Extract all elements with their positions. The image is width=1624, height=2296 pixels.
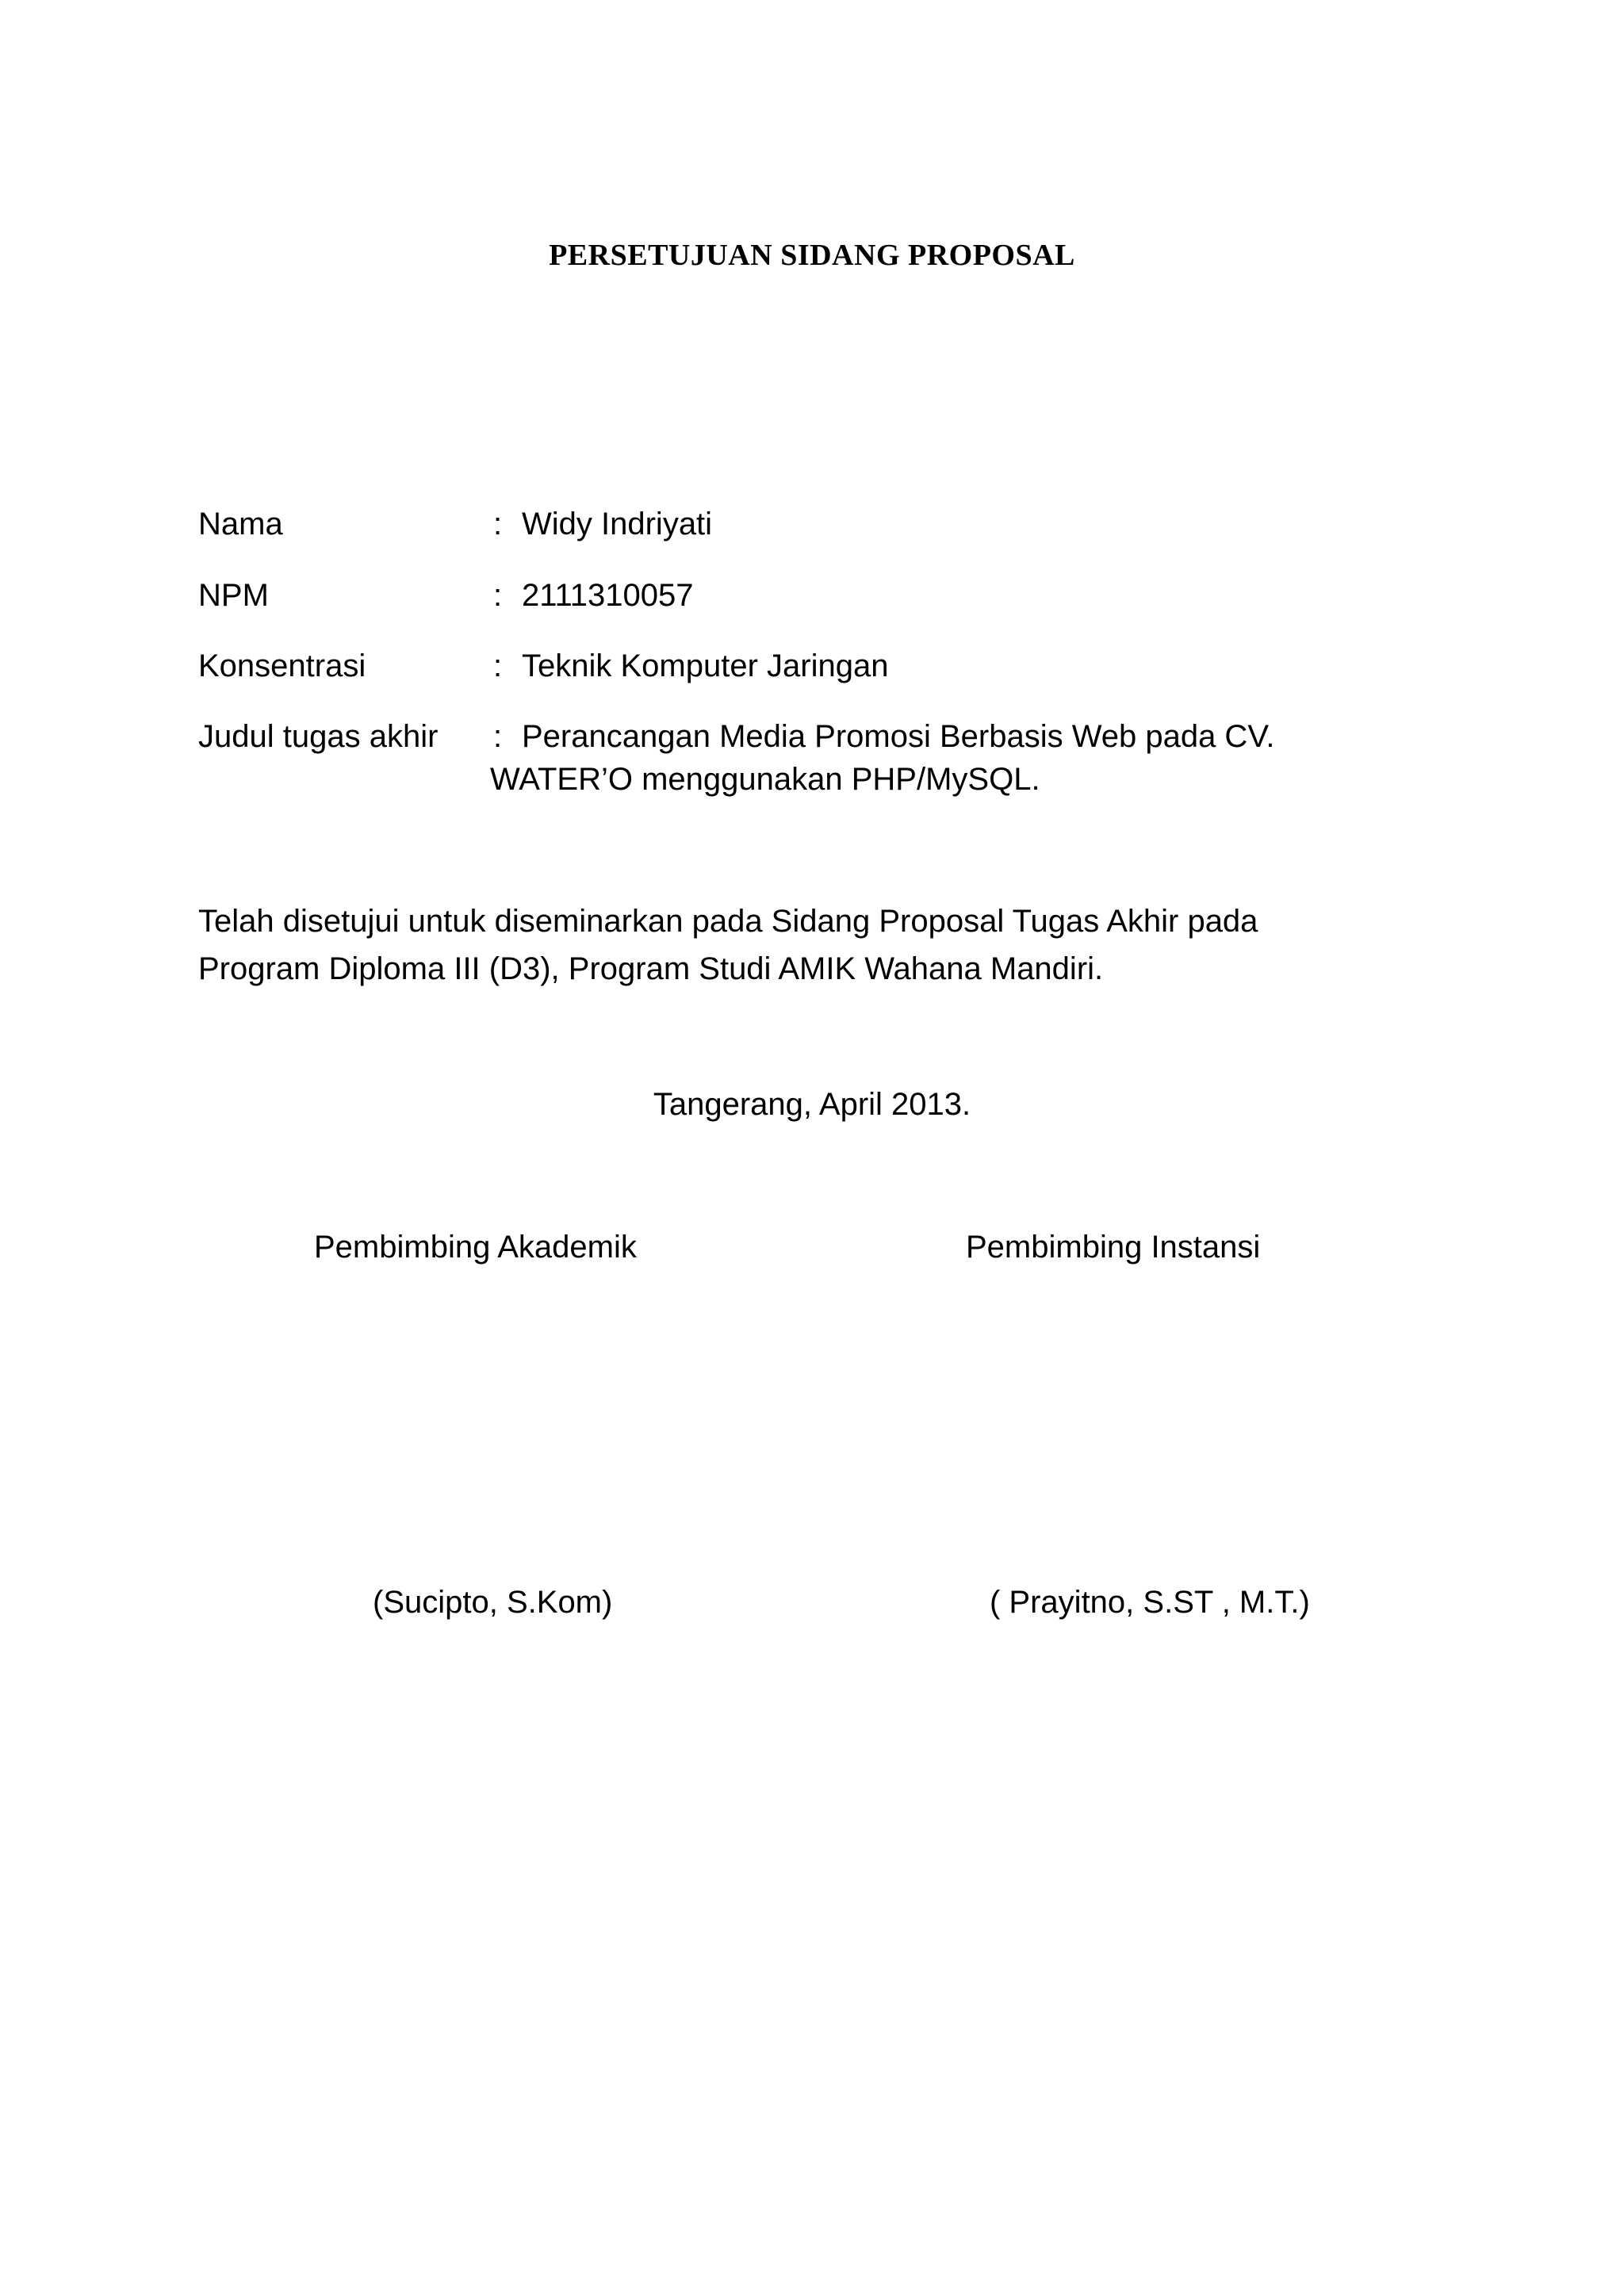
field-label-judul: Judul tugas akhir bbox=[198, 719, 439, 754]
signatory-left-name: (Sucipto, S.Kom) bbox=[373, 1585, 613, 1620]
field-colon: : bbox=[493, 578, 503, 613]
field-label-npm: NPM bbox=[198, 578, 269, 613]
signatory-left-role: Pembimbing Akademik bbox=[314, 1230, 637, 1265]
approval-paragraph bbox=[198, 897, 1258, 993]
approval-line-2: Program Diploma III (D3), Program Studi AMIK Wahana Mandiri. bbox=[198, 951, 1104, 986]
field-value-judul-line2: WATER’O menggunakan PHP/MySQL. bbox=[490, 762, 1040, 797]
field-colon: : bbox=[493, 719, 503, 754]
signatory-right-name: ( Prayitno, S.ST , M.T.) bbox=[990, 1585, 1310, 1620]
page-title: PERSETUJUAN SIDANG PROPOSAL bbox=[549, 239, 1075, 272]
signatory-right-role: Pembimbing Instansi bbox=[966, 1230, 1261, 1265]
field-value-npm: 2111310057 bbox=[522, 578, 694, 613]
field-colon: : bbox=[493, 507, 503, 541]
field-value-nama: Widy Indriyati bbox=[522, 507, 713, 541]
field-label-konsentrasi: Konsentrasi bbox=[198, 649, 366, 683]
field-label-nama: Nama bbox=[198, 507, 283, 541]
field-value-konsentrasi: Teknik Komputer Jaringan bbox=[522, 649, 889, 683]
field-value-judul: Perancangan Media Promosi Berbasis Web pada CV. bbox=[522, 719, 1275, 754]
place-date: Tangerang, April 2013. bbox=[653, 1087, 971, 1122]
approval-line-1: Telah disetujui untuk diseminarkan pada Sidang Proposal Tugas Akhir pada bbox=[198, 904, 1258, 939]
field-colon: : bbox=[493, 649, 503, 683]
